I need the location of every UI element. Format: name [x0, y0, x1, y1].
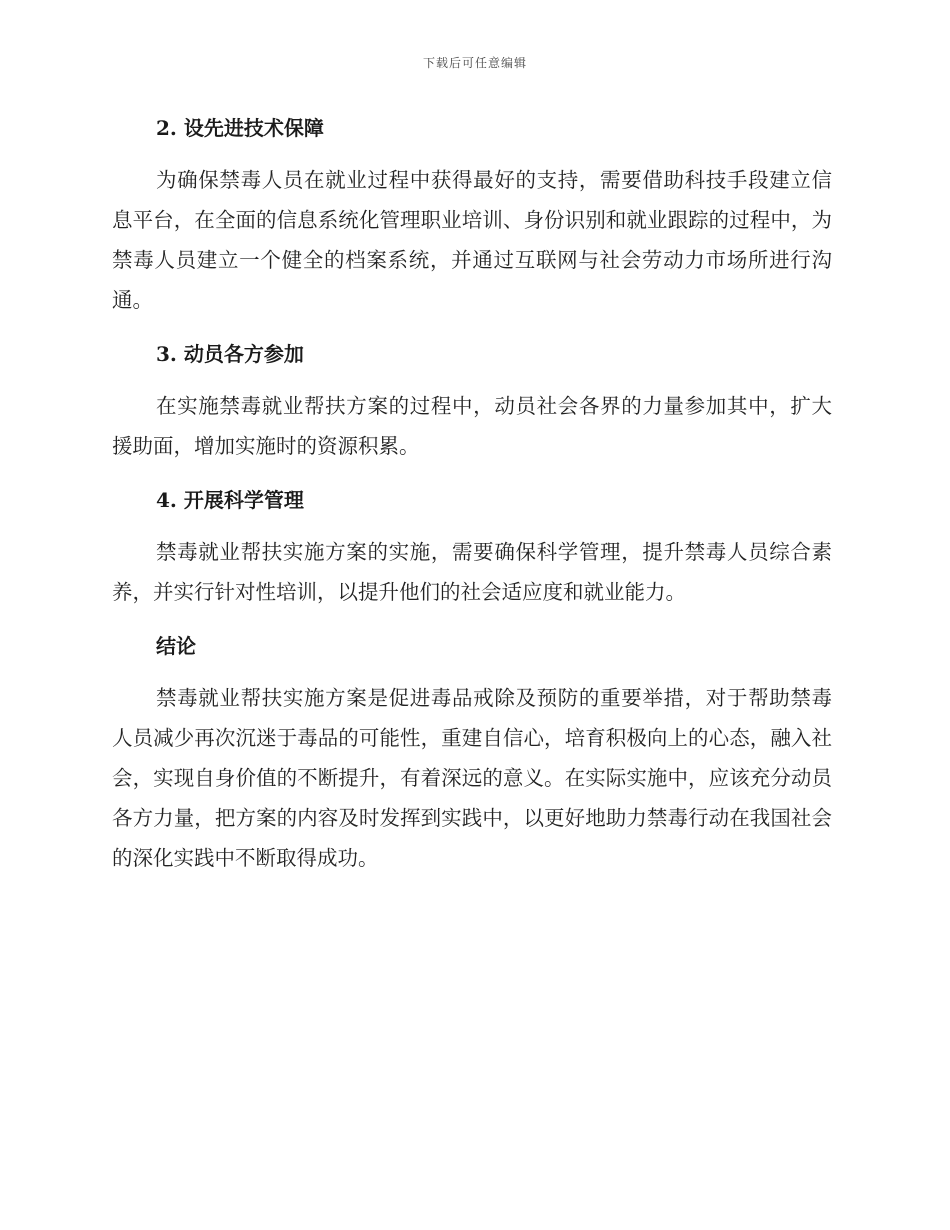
section-paragraph-management: 禁毒就业帮扶实施方案的实施，需要确保科学管理，提升禁毒人员综合素养，并实行针对性培训，以提升他们的社会适应度和就业能力。	[112, 540, 832, 604]
section-paragraph-conclusion: 禁毒就业帮扶实施方案是促进毒品戒除及预防的重要举措，对于帮助禁毒人员减少再次沉迷于毒品的可能性，重建自信心，培育积极向上的心态，融入社会，实现自身价值的不断提升，有着深远的意义。在实际实施中，应该充分动员各方力量，把方案的内容及时发挥到实践中，以更好地助力禁毒行动在我国社会的深化实践中不断取得成功。	[112, 686, 832, 870]
section-paragraph-tech-support: 为确保禁毒人员在就业过程中获得最好的支持，需要借助科技手段建立信息平台，在全面的信息系统化管理职业培训、身份识别和就业跟踪的过程中，为禁毒人员建立一个健全的档案系统，并通过互联网与社会劳动力市场所进行沟通。	[112, 168, 832, 312]
section-heading-management: 4. 开展科学管理	[156, 488, 304, 512]
section-heading-mobilize: 3. 动员各方参加	[156, 342, 304, 366]
document-body	[112, 108, 832, 878]
page-header-note: 下载后可任意编辑	[422, 56, 527, 70]
section-heading-tech-support: 2. 设先进技术保障	[156, 116, 324, 140]
section-heading-conclusion: 结论	[156, 634, 196, 658]
section-paragraph-mobilize: 在实施禁毒就业帮扶方案的过程中，动员社会各界的力量参加其中，扩大援助面，增加实施时的资源积累。	[112, 394, 832, 458]
